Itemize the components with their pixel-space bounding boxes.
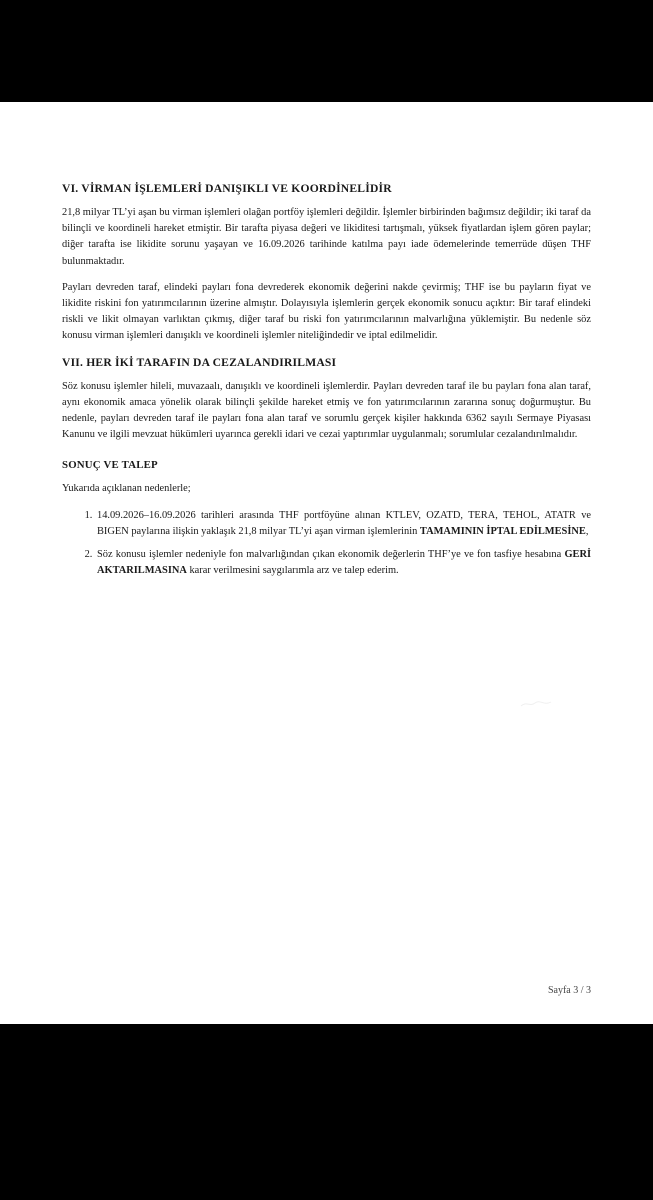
page-number: Sayfa 3 / 3 (547, 985, 591, 996)
faint-signature-mark (520, 700, 552, 708)
section-6 (62, 181, 591, 345)
conclusion-section (62, 457, 591, 579)
section-7 (62, 355, 591, 444)
request-item-1-emphasis: TAMAMININ İPTAL EDİLMESİNE (419, 525, 586, 537)
request-item-2-end: karar verilmesini saygılarımla arz ve talep ederim. (186, 565, 399, 577)
section-7-paragraph-1: Söz konusu işlemler hileli, muvazaalı, danışıklı ve koordineli işlemlerdir. Payları devreden taraf ile bu payları fona alan taraf, aynı ekonomik amaca yönelik olarak bilinçli şekilde hareket etmiş ve fon yatırımcılarının zararına sonuç doğurmuştur. Bu nedenle, payları devreden taraf ile payları fona alan taraf ve sorumlu gerçek kişiler hakkında 6362 sayılı Sermaye Piyasası Kanunu ve ilgili mevzuat hükümleri uyarınca gerekli idari ve cezai yaptırımlar uygulanmalı; sorumlular cezalandırılmalıdır. (62, 380, 591, 441)
section-6-title: VI. VİRMAN İŞLEMLERİ DANIŞIKLI VE KOORDİNELİDİR (62, 182, 392, 195)
request-list (62, 508, 591, 580)
request-item-1 (95, 508, 591, 540)
conclusion-title: SONUÇ VE TALEP (62, 459, 158, 472)
section-7-title: VII. HER İKİ TARAFIN DA CEZALANDIRILMASI (62, 355, 337, 369)
document-page (0, 102, 653, 1024)
section-6-paragraph-1: 21,8 milyar TL’yi aşan bu virman işlemleri olağan portföy işlemleri değildir. İşlemler birbirinden bağımsız değildir; iki taraf da bilinçli ve koordineli hareket etmiştir. Bir tarafta piyasa değeri ve likiditesi tartışmalı, yüksek fiyatlardan işlem gören paylar; diğer tarafta ise likidite sorunu yaşayan ve 16.09.2026 tarihinde katılma payı iade ödemelerinde temerrüde düşen THF bulunmaktadır. (62, 207, 591, 267)
document-body (62, 181, 591, 589)
request-item-2-text: Söz konusu işlemler nedeniyle fon malvarlığından çıkan ekonomik değerlerin THF’ye ve fon tasfiye hesabına (97, 549, 565, 561)
request-item-2 (95, 547, 591, 579)
request-item-1-end: , (585, 525, 589, 537)
section-6-paragraph-2: Payları devreden taraf, elindeki payları fona devrederek ekonomik değerini nakde çevirmiş; THF ise bu payların fiyat ve likidite riskini fon yatırımcılarının üzerine almıştır. Dolayısıyla işlemlerin gerçek ekonomik sonucu açıktır: Bir taraf elindeki riskli ve likit olmayan varlıktan çıkmış, diğer taraf bu riski fon yatırımcılarının malvarlığına yüklemiştir. Bu nedenle söz konusu virman işlemleri danışıklı ve koordineli işlemler niteliğindedir ve iptal edilmelidir. (62, 281, 591, 342)
conclusion-intro: Yukarıda açıklanan nedenlerle; (62, 483, 191, 495)
request-item-2-emphasis: GERİ AKTARILMASINA (97, 549, 591, 577)
request-item-1-text: 14.09.2026–16.09.2026 tarihleri arasında THF portföyüne alınan KTLEV, OZATD, TERA, TEHOL, ATATR ve BIGEN paylarına ilişkin yaklaşık 21,8 milyar TL’yi aşan virman işlemlerinin (97, 509, 591, 537)
